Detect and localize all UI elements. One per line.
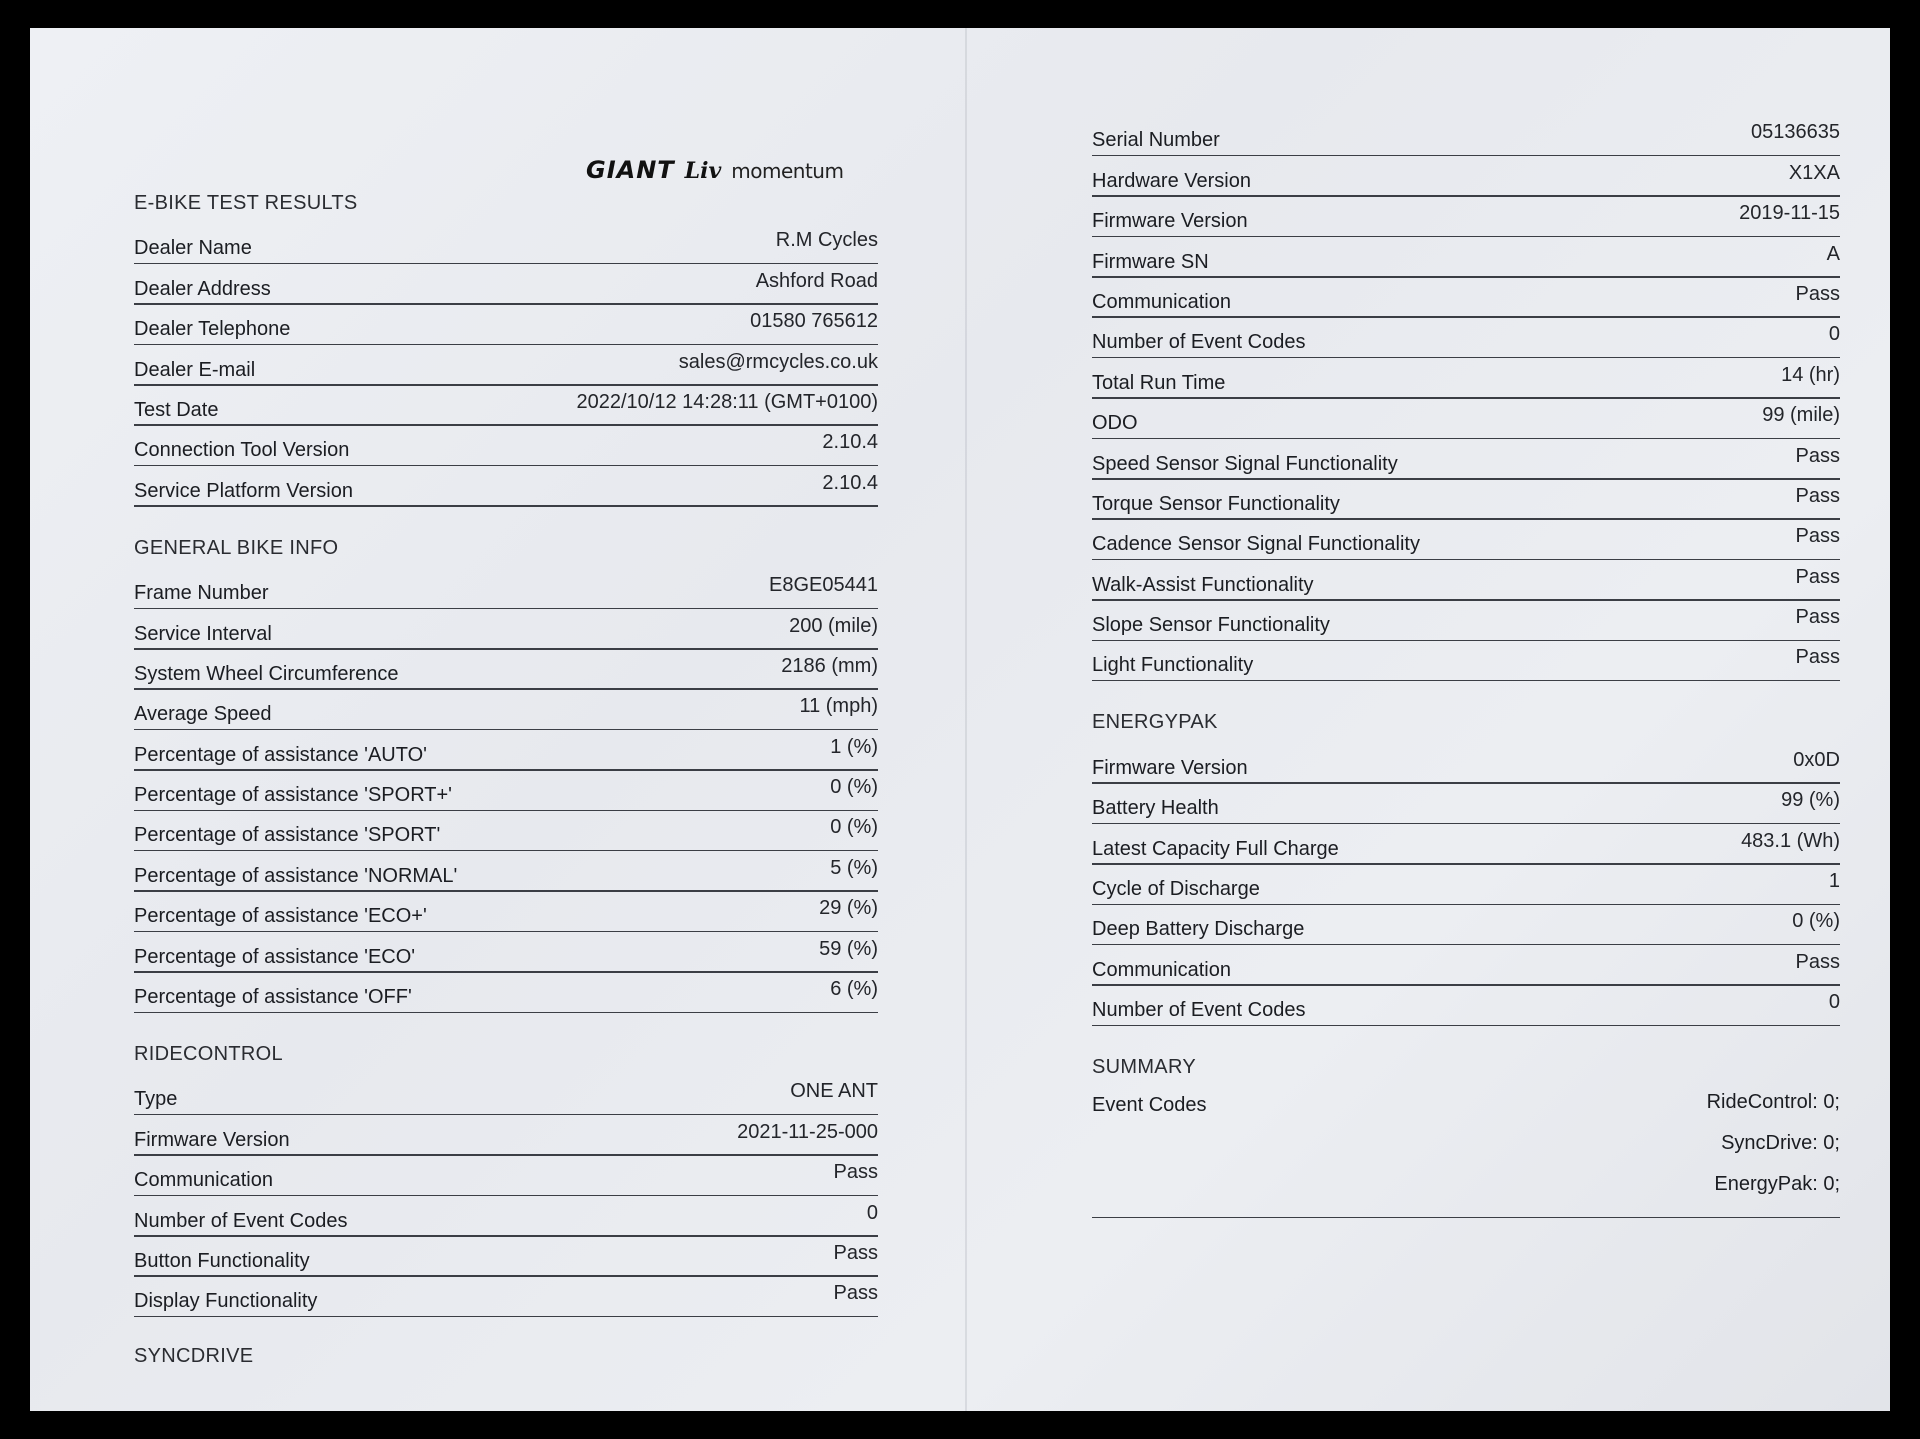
row-value: 2021-11-25-000 — [737, 1120, 878, 1143]
result-row — [134, 569, 878, 609]
result-row — [134, 1196, 878, 1236]
row-label: Display Functionality — [134, 1290, 318, 1313]
row-value: Pass — [833, 1282, 878, 1305]
row-value: sales@rmcycles.co.uk — [678, 350, 878, 373]
result-row — [134, 1277, 878, 1317]
row-value: ONE ANT — [790, 1080, 878, 1103]
result-row — [134, 811, 878, 851]
row-label: Speed Sensor Signal Functionality — [1092, 452, 1398, 475]
row-value: 5 (%) — [830, 856, 878, 879]
liv-logo: Liv — [684, 158, 722, 184]
row-label: Type — [134, 1088, 178, 1111]
row-value: 0x0D — [1793, 748, 1840, 771]
result-row — [1092, 560, 1840, 600]
result-row — [1092, 439, 1840, 479]
row-value: 1 (%) — [830, 735, 878, 758]
result-row — [134, 345, 878, 385]
result-row — [134, 771, 878, 811]
row-label: Percentage of assistance 'NORMAL' — [134, 864, 458, 887]
row-label: Percentage of assistance 'SPORT+' — [134, 784, 452, 807]
general-bike-info-section — [134, 533, 878, 1013]
row-label: Percentage of assistance 'SPORT' — [134, 824, 441, 847]
result-row — [1092, 945, 1840, 985]
result-row — [1092, 278, 1840, 318]
row-value: 0 — [1828, 991, 1840, 1014]
result-row — [1092, 399, 1840, 439]
row-label: Firmware Version — [134, 1128, 290, 1151]
result-row — [134, 224, 878, 264]
row-value: 6 (%) — [830, 978, 878, 1001]
result-row — [134, 426, 878, 466]
row-value: Pass — [1795, 646, 1840, 669]
row-label: Communication — [1092, 958, 1231, 981]
row-value: 59 (%) — [819, 937, 878, 960]
row-label: Percentage of assistance 'AUTO' — [134, 743, 427, 766]
section-title: SUMMARY — [1092, 1056, 1196, 1079]
result-row — [1092, 824, 1840, 864]
row-label: Service Interval — [134, 622, 272, 645]
result-row — [134, 386, 878, 426]
row-label: ODO — [1092, 412, 1138, 435]
row-value: 29 (%) — [819, 897, 878, 920]
row-label: Deep Battery Discharge — [1092, 918, 1305, 941]
row-value: 2186 (mm) — [781, 654, 878, 677]
row-label: Battery Health — [1092, 797, 1219, 820]
row-label: Dealer Address — [134, 277, 271, 300]
result-row — [134, 466, 878, 506]
result-row — [1092, 865, 1840, 905]
result-row — [134, 1156, 878, 1196]
row-label: Total Run Time — [1092, 371, 1226, 394]
row-label: Service Platform Version — [134, 479, 353, 502]
result-row — [1092, 784, 1840, 824]
row-label: Latest Capacity Full Charge — [1092, 837, 1339, 860]
row-value: 483.1 (Wh) — [1741, 829, 1840, 852]
row-label: Percentage of assistance 'OFF' — [134, 986, 412, 1009]
row-label: Hardware Version — [1092, 169, 1251, 192]
row-value: Pass — [1795, 606, 1840, 629]
row-value: 2.10.4 — [822, 431, 878, 454]
row-value: 2.10.4 — [822, 471, 878, 494]
row-label: Number of Event Codes — [134, 1209, 348, 1232]
row-label: Torque Sensor Functionality — [1092, 492, 1340, 515]
ebike-test-results-section — [134, 188, 878, 507]
result-row — [1092, 480, 1840, 520]
row-value: 2022/10/12 14:28:11 (GMT+0100) — [576, 390, 878, 413]
result-row — [1092, 116, 1840, 156]
result-row — [1092, 601, 1840, 641]
result-row — [1092, 641, 1840, 681]
momentum-logo: momentum — [731, 159, 844, 183]
result-row — [134, 1115, 878, 1155]
result-row — [1092, 905, 1840, 945]
row-label: Light Functionality — [1092, 654, 1254, 677]
ridecontrol-section — [134, 1039, 878, 1317]
row-label: Serial Number — [1092, 129, 1220, 152]
row-value: Ashford Road — [755, 269, 878, 292]
row-label: Frame Number — [134, 582, 269, 605]
row-label: Number of Event Codes — [1092, 331, 1306, 354]
section-title: ENERGYPAK — [1092, 711, 1218, 734]
row-value: Pass — [1795, 282, 1840, 305]
row-value: 99 (mile) — [1762, 404, 1840, 427]
result-row — [134, 851, 878, 891]
row-label: Dealer Telephone — [134, 318, 291, 341]
row-value: X1XA — [1788, 161, 1840, 184]
row-value: 0 (%) — [830, 776, 878, 799]
row-value: Pass — [1795, 444, 1840, 467]
row-value: A — [1826, 242, 1840, 265]
row-value: 1 — [1828, 870, 1840, 893]
syncdrive-section — [1092, 116, 1840, 681]
result-row — [1092, 743, 1840, 783]
test-results-sheet — [30, 28, 1890, 1411]
row-label: Cycle of Discharge — [1092, 878, 1260, 901]
row-label: Firmware Version — [1092, 756, 1248, 779]
row-label: Communication — [1092, 290, 1231, 313]
row-value: 99 (%) — [1781, 789, 1840, 812]
row-value: Pass — [833, 1161, 878, 1184]
row-label: Test Date — [134, 398, 219, 421]
syncdrive-section-title: SYNCDRIVE — [134, 1345, 254, 1368]
left-column — [134, 178, 878, 1377]
row-label: Dealer E-mail — [134, 358, 256, 381]
row-value: 200 (mile) — [789, 614, 878, 637]
row-value: Pass — [1795, 565, 1840, 588]
row-label: Percentage of assistance 'ECO' — [134, 945, 416, 968]
energypak-codes: EnergyPak: 0; — [1714, 1173, 1840, 1196]
row-value: 2019-11-15 — [1739, 202, 1840, 225]
result-row — [134, 892, 878, 932]
result-row — [134, 305, 878, 345]
row-value: 01580 765612 — [750, 310, 878, 333]
row-value: 0 — [1828, 323, 1840, 346]
result-row — [1092, 986, 1840, 1026]
result-row — [1092, 237, 1840, 277]
row-label: Cadence Sensor Signal Functionality — [1092, 533, 1420, 556]
result-row — [134, 690, 878, 730]
paper-fold — [965, 28, 967, 1411]
result-row — [1092, 197, 1840, 237]
result-row — [1092, 520, 1840, 560]
result-row — [134, 1075, 878, 1115]
result-row — [1092, 318, 1840, 358]
giant-logo: GIANT — [586, 156, 675, 184]
result-row — [134, 609, 878, 649]
row-value: Pass — [833, 1241, 878, 1264]
row-value: 0 (%) — [1792, 910, 1840, 933]
row-value: 0 (%) — [830, 816, 878, 839]
row-label: Walk-Assist Functionality — [1092, 573, 1314, 596]
event-codes-values — [1707, 1082, 1840, 1205]
row-label: Percentage of assistance 'ECO+' — [134, 905, 427, 928]
row-label: Firmware SN — [1092, 250, 1209, 273]
row-value: 05136635 — [1751, 121, 1840, 144]
summary-section — [1092, 1052, 1840, 1218]
row-value: Pass — [1795, 950, 1840, 973]
result-row — [134, 973, 878, 1013]
row-label: Connection Tool Version — [134, 439, 350, 462]
row-label: Button Functionality — [134, 1249, 310, 1272]
event-codes-label: Event Codes — [1092, 1094, 1207, 1117]
result-row — [134, 1237, 878, 1277]
energypak-section — [1092, 707, 1840, 1026]
result-row — [1092, 358, 1840, 398]
result-row — [134, 264, 878, 304]
row-label: Slope Sensor Functionality — [1092, 614, 1330, 637]
row-value: E8GE05441 — [769, 574, 878, 597]
section-title: E-BIKE TEST RESULTS — [134, 192, 358, 214]
result-row — [1092, 156, 1840, 196]
row-label: Firmware Version — [1092, 210, 1248, 233]
row-value: Pass — [1795, 525, 1840, 548]
ridecontrol-codes: RideControl: 0; — [1706, 1091, 1840, 1114]
event-codes-summary — [1092, 1088, 1840, 1218]
row-value: R.M Cycles — [775, 229, 878, 252]
result-row — [134, 650, 878, 690]
row-value: 14 (hr) — [1781, 363, 1840, 386]
row-label: Number of Event Codes — [1092, 999, 1306, 1022]
row-label: System Wheel Circumference — [134, 662, 399, 685]
section-title: RIDECONTROL — [134, 1043, 283, 1066]
row-value: Pass — [1795, 484, 1840, 507]
row-label: Average Speed — [134, 703, 272, 726]
section-title: GENERAL BIKE INFO — [134, 536, 339, 559]
row-label: Dealer Name — [134, 237, 252, 260]
row-value: 11 (mph) — [799, 695, 878, 718]
result-row — [134, 730, 878, 770]
result-row — [134, 932, 878, 972]
syncdrive-codes: SyncDrive: 0; — [1721, 1132, 1840, 1155]
right-column — [1092, 116, 1840, 1218]
row-label: Communication — [134, 1169, 273, 1192]
row-value: 0 — [866, 1201, 878, 1224]
